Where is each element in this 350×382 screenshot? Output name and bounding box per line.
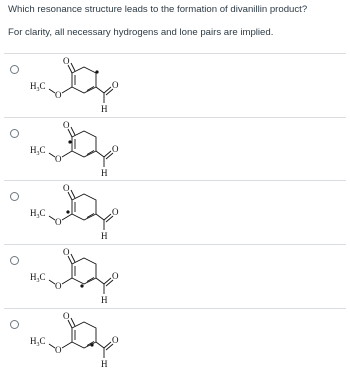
ring-aldehyde-bond: [96, 151, 104, 157]
carbonyl-oxygen: O: [63, 120, 70, 130]
question-text: Which resonance structure leads to the formation of divanillin product?: [8, 4, 308, 15]
aldehyde-hydrogen: H: [101, 359, 108, 369]
carbonyl-oxygen: O: [63, 183, 70, 193]
methoxy-c: C: [39, 336, 46, 346]
option-separator: [4, 180, 346, 181]
methoxy-label: [30, 145, 46, 157]
carbonyl-oxygen: O: [63, 247, 70, 257]
radical-dot: [90, 343, 93, 346]
methoxy-oxygen: O: [55, 154, 62, 164]
methoxy-oxygen: O: [55, 345, 62, 355]
methoxy-label: [30, 272, 46, 284]
question-note: For clarity, all necessary hydrogens and lone pairs are implied.: [8, 27, 274, 38]
o-ring-bond: [62, 342, 72, 348]
methoxy-sub: 3: [36, 87, 40, 93]
option-separator: [4, 117, 346, 118]
methoxy-label: [30, 81, 46, 93]
methoxy-sub: 3: [36, 278, 40, 284]
radical-dot: [80, 284, 83, 287]
ring-aldehyde-bond: [96, 342, 104, 348]
o-ring-bond: [62, 87, 72, 93]
aldehyde-oxygen: O: [112, 207, 119, 217]
carbonyl-bond-2: [71, 318, 75, 326]
aldehyde-hydrogen: H: [101, 104, 108, 114]
option-separator: [4, 53, 346, 54]
aldehyde-oxygen: O: [112, 80, 119, 90]
aldehyde-oxygen: O: [112, 335, 119, 345]
o-ring-bond: [62, 278, 72, 284]
carbonyl-bond-2: [71, 127, 75, 135]
carbonyl-bond-2: [71, 190, 75, 198]
radical-dot: [66, 210, 69, 213]
option-separator: [4, 308, 346, 309]
radical-dot: [95, 70, 98, 73]
o-ring-bond: [62, 151, 72, 157]
aldehyde-hydrogen: H: [101, 295, 108, 305]
methoxy-oxygen: O: [55, 217, 62, 227]
methoxy-h: H: [30, 145, 37, 155]
methoxy-c: C: [39, 145, 46, 155]
carbonyl-bond: [68, 129, 72, 137]
methoxy-label: [30, 336, 46, 348]
aldehyde-oxygen: O: [112, 271, 119, 281]
carbonyl-oxygen: O: [63, 56, 70, 66]
ring: [72, 131, 96, 157]
ring-aldehyde-bond: [96, 214, 104, 220]
methoxy-h: H: [30, 336, 37, 346]
methoxy-h: H: [30, 272, 37, 282]
aldehyde-hydrogen: H: [101, 168, 108, 178]
molecule-structure: [18, 312, 148, 382]
option-separator: [4, 244, 346, 245]
methoxy-label: [30, 208, 46, 220]
o-ring-bond: [62, 214, 72, 220]
methoxy-sub: 3: [36, 151, 40, 157]
methoxy-h: H: [30, 208, 37, 218]
aldehyde-hydrogen: H: [101, 231, 108, 241]
carbonyl-bond: [68, 192, 72, 200]
ring-aldehyde-bond: [96, 87, 104, 93]
carbonyl-bond-2: [71, 254, 75, 262]
ring: [72, 258, 96, 284]
methoxy-c: C: [39, 272, 46, 282]
aldehyde-oxygen: O: [112, 144, 119, 154]
carbonyl-bond: [68, 256, 72, 264]
methoxy-oxygen: O: [55, 281, 62, 291]
ring-aldehyde-bond: [96, 278, 104, 284]
ring: [72, 194, 96, 220]
radical-dot: [68, 140, 71, 143]
carbonyl-bond: [68, 65, 72, 73]
methoxy-c: C: [39, 81, 46, 91]
methoxy-sub: 3: [36, 342, 40, 348]
methoxy-sub: 3: [36, 214, 40, 220]
ring: [72, 67, 96, 93]
carbonyl-bond: [68, 320, 72, 328]
methoxy-c: C: [39, 208, 46, 218]
carbonyl-oxygen: O: [63, 311, 70, 321]
methoxy-h: H: [30, 81, 37, 91]
methoxy-oxygen: O: [55, 90, 62, 100]
carbonyl-bond-2: [71, 63, 75, 71]
